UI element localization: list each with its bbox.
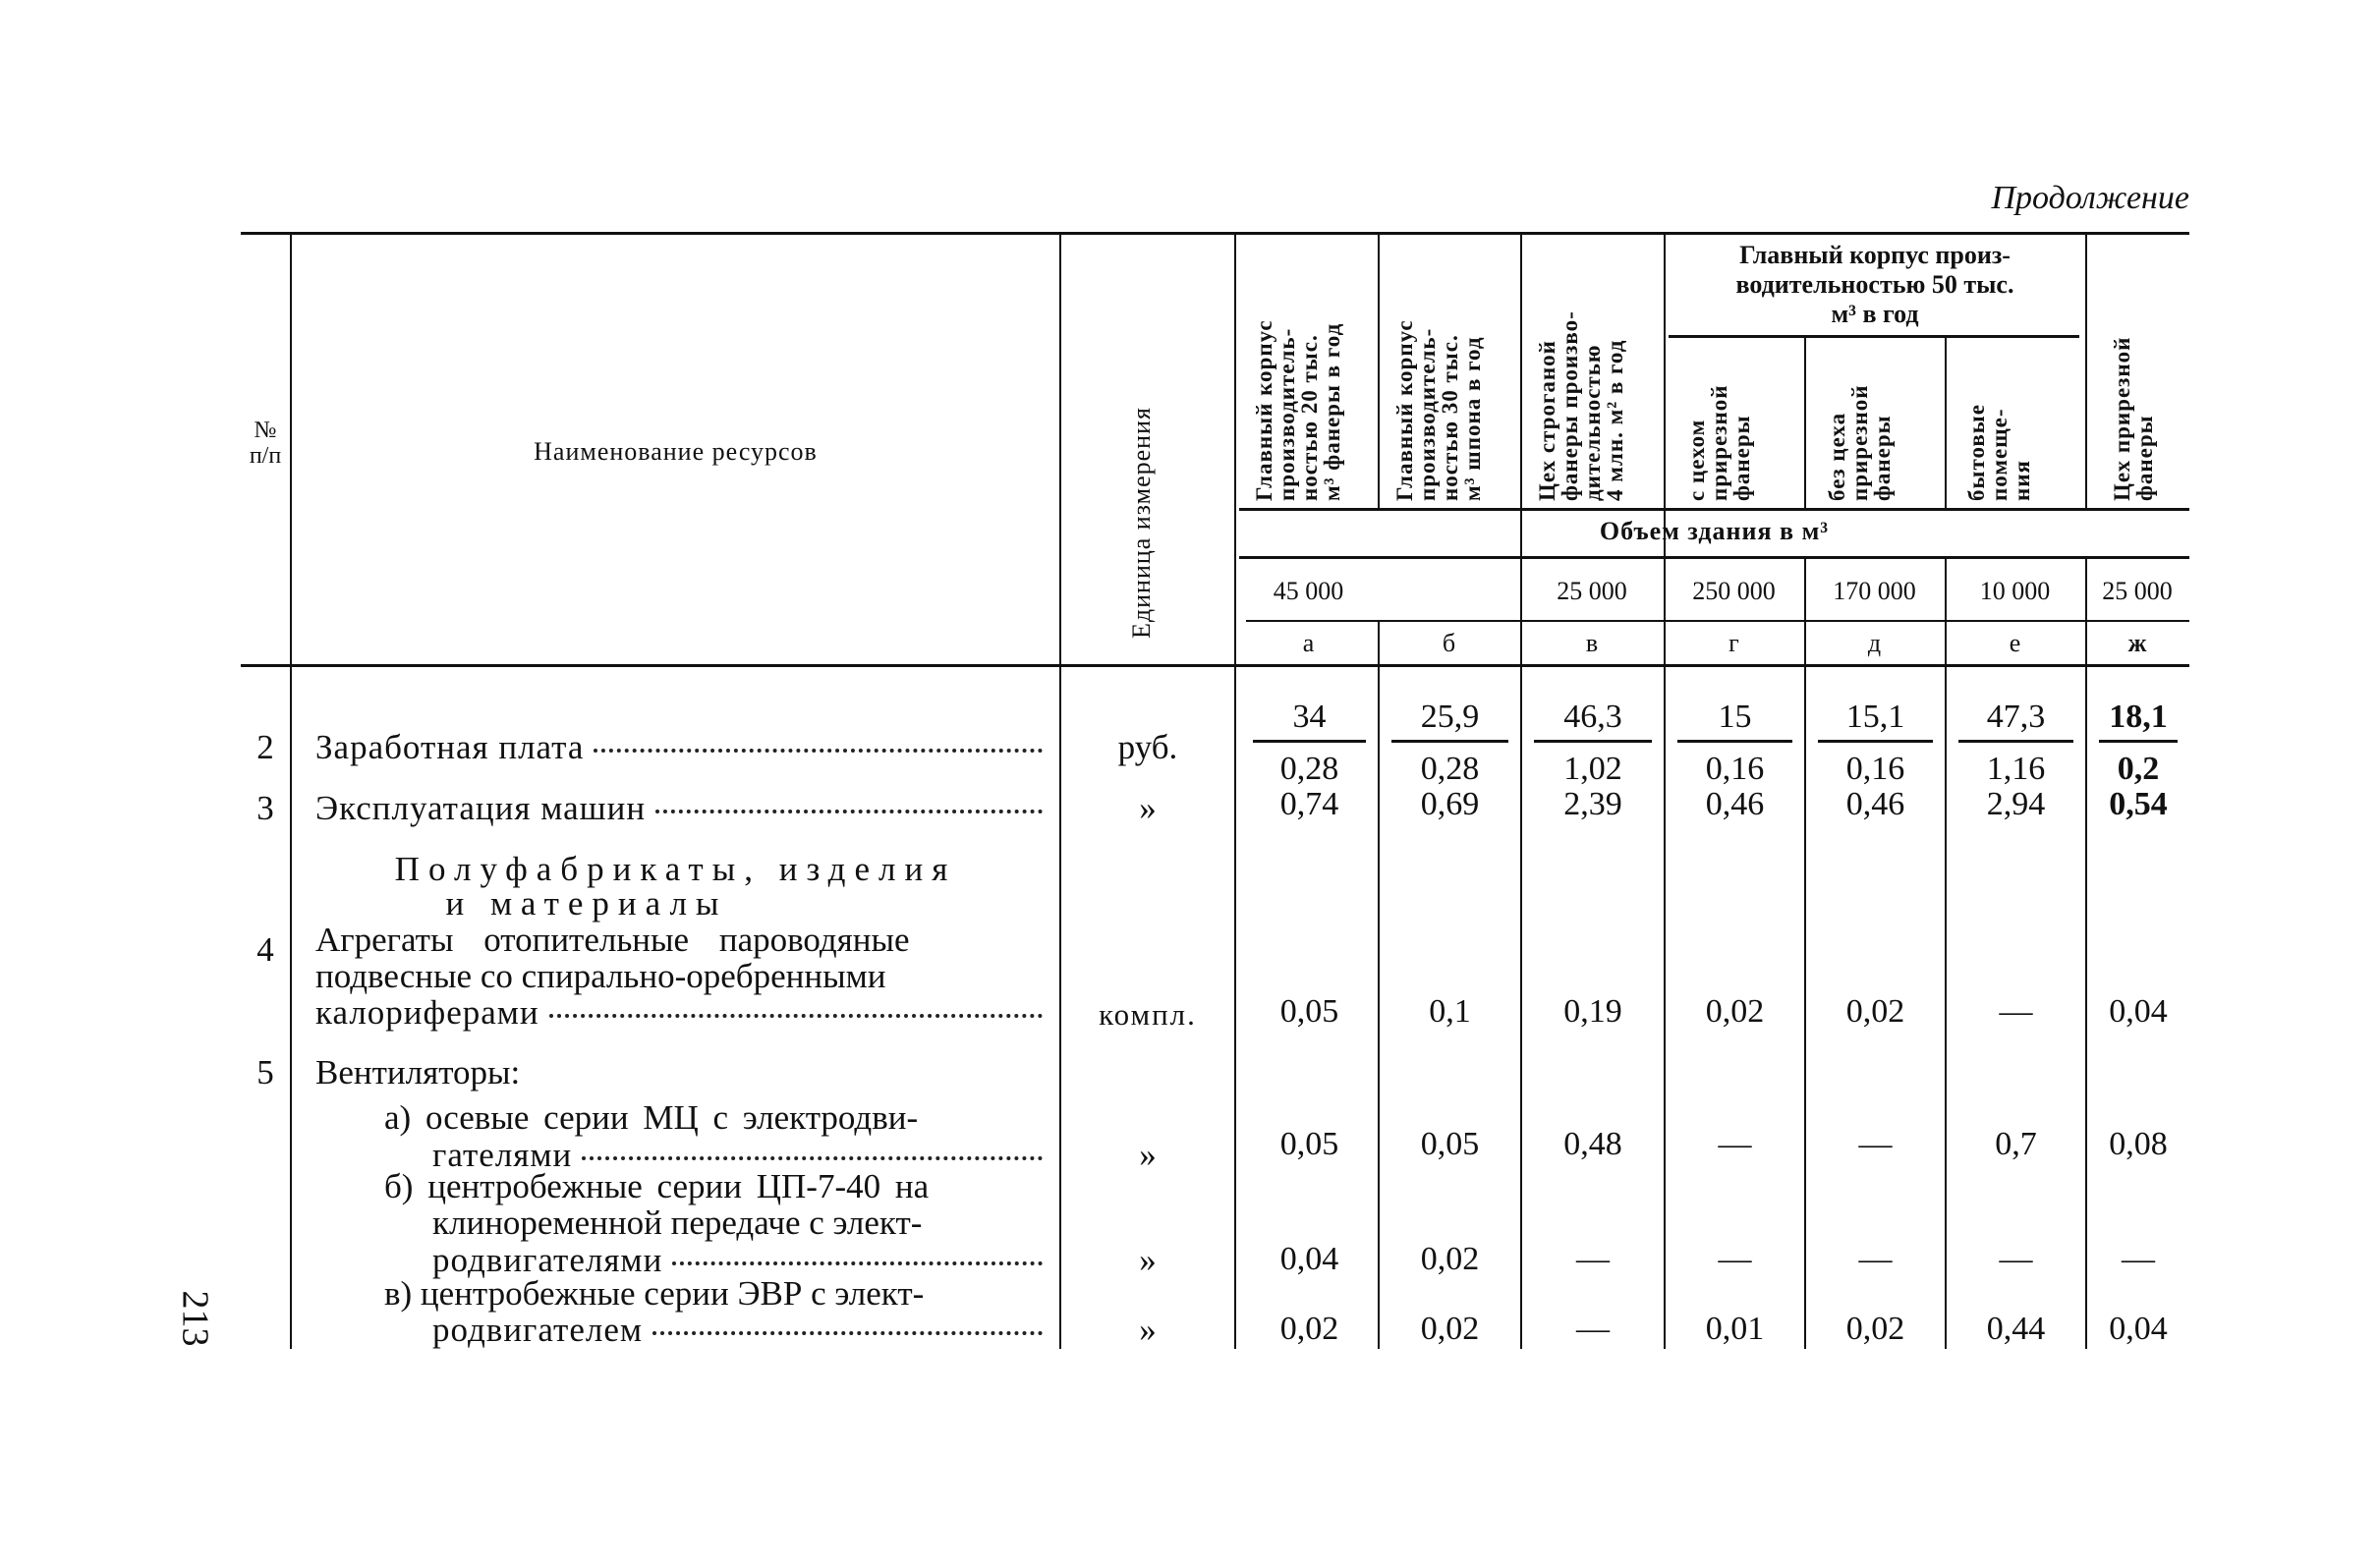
unit: »	[1139, 1241, 1157, 1279]
cell-value: 0,02	[1279, 1311, 1339, 1347]
letters-rule	[1246, 620, 2189, 622]
row-name: б) центробежные серии ЦП-7-40 на	[384, 1167, 930, 1205]
continuation-label: Продолжение	[1991, 180, 2189, 216]
unit: компл.	[1099, 997, 1197, 1032]
row-name	[315, 789, 1043, 828]
col-divider	[1945, 337, 1947, 509]
cell-value: 0,02	[1845, 1311, 1905, 1347]
row-name-text: гателями	[432, 1136, 573, 1174]
col-divider	[1378, 621, 1380, 1349]
top-rule	[241, 232, 2189, 235]
col-divider	[2085, 558, 2087, 1349]
cell-value: 2,94	[1986, 786, 2046, 822]
cell-value: 0,05	[1279, 993, 1339, 1030]
col-divider	[1520, 234, 1522, 1349]
volume-zh: 25 000	[2102, 577, 2173, 605]
header-col-zh: Цех прирезной фанеры	[2110, 336, 2157, 501]
header-col-a: Главный корпус производитель- ностью 20 тыс. м³ фанеры в год	[1252, 319, 1344, 501]
cell-value: —	[1718, 1241, 1752, 1277]
fraction-numerator: 47,3	[1958, 699, 2073, 743]
letter-g: г	[1728, 629, 1739, 657]
dot-leader	[549, 1014, 1043, 1018]
cell-value: —	[1858, 1241, 1893, 1277]
header-col-g: с цехом прирезной фанеры	[1684, 384, 1754, 501]
cell-value: 0,46	[1705, 786, 1765, 822]
unit: »	[1139, 789, 1157, 827]
col-divider	[1804, 337, 1806, 509]
dot-leader	[672, 1261, 1043, 1265]
row-name	[315, 993, 1043, 1033]
fraction-numerator: 15,1	[1818, 699, 1933, 743]
group-rule	[1669, 335, 2079, 338]
letter-d: д	[1867, 629, 1882, 657]
volume-e: 10 000	[1979, 577, 2051, 605]
header-number: № п/п	[249, 418, 282, 469]
header-resource-name: Наименование ресурсов	[534, 437, 818, 466]
cell-value: —	[1718, 1126, 1752, 1162]
cell-value: 0,05	[1420, 1126, 1480, 1162]
cell-value: 0,19	[1563, 993, 1622, 1030]
volume-a-b: 45 000	[1273, 577, 1344, 605]
cell-value: 0,2	[2117, 751, 2160, 787]
dot-leader	[655, 810, 1043, 813]
letter-zh: ж	[2127, 629, 2147, 657]
letter-a: а	[1302, 629, 1315, 657]
cell-value: 2,39	[1563, 786, 1622, 822]
row-name: клиноременной передаче с элект-	[432, 1203, 923, 1242]
cell-value: —	[1576, 1311, 1610, 1347]
cell-value: 0,46	[1845, 786, 1905, 822]
header-col-d: без цеха прирезной фанеры	[1825, 384, 1895, 501]
volume-g: 250 000	[1692, 577, 1776, 605]
fraction-numerator: 46,3	[1534, 699, 1652, 743]
fraction-numerator: 25,9	[1391, 699, 1508, 743]
cell-value: 1,02	[1563, 751, 1622, 787]
row-number: 3	[256, 789, 274, 827]
row-name-text: родвигателями	[432, 1241, 663, 1279]
cell-value: 0,16	[1705, 751, 1765, 787]
cell-value: 0,16	[1845, 751, 1905, 787]
letter-b: б	[1442, 629, 1456, 657]
row-name	[432, 1311, 1043, 1350]
volume-v: 25 000	[1557, 577, 1627, 605]
col-divider	[1945, 558, 1947, 1349]
header-unit: Единица измерения	[1127, 407, 1156, 639]
row-name: в) центробежные серии ЭВР с элект-	[384, 1274, 925, 1313]
cell-value: 0,44	[1986, 1311, 2046, 1347]
volume-d: 170 000	[1833, 577, 1916, 605]
row-name	[315, 728, 1043, 767]
header-bottom-rule	[241, 664, 2189, 667]
cell-value: 0,08	[2109, 1126, 2168, 1162]
volume-rule-bottom	[1239, 556, 2189, 559]
dot-leader	[594, 749, 1043, 753]
page-number: 213	[174, 1290, 216, 1347]
section-heading: и материалы	[445, 884, 728, 923]
cell-value: 0,1	[1429, 993, 1471, 1030]
col-divider	[1234, 234, 1236, 1349]
header-col-b: Главный корпус производитель- ностью 30 тыс. м³ шпона в год	[1392, 319, 1485, 501]
col-divider	[290, 234, 292, 1349]
row-number: 5	[256, 1053, 274, 1091]
cell-value: 0,7	[1995, 1126, 2037, 1162]
col-divider	[1804, 558, 1806, 1349]
dot-leader	[582, 1156, 1043, 1160]
cell-value: 1,16	[1986, 751, 2046, 787]
row-name-text: родвигателем	[432, 1311, 644, 1349]
cell-value: —	[1858, 1126, 1893, 1162]
fraction-numerator: 34	[1253, 699, 1366, 743]
cell-value: 0,02	[1705, 993, 1765, 1030]
cell-value: 0,48	[1563, 1126, 1622, 1162]
letter-v: в	[1585, 629, 1599, 657]
row-number: 4	[256, 930, 274, 969]
row-name-text: Заработная плата	[315, 728, 585, 766]
row-name: Агрегаты отопительные пароводяные	[315, 921, 910, 959]
col-divider	[2085, 234, 2087, 509]
row-number: 2	[256, 728, 274, 766]
cell-value: 0,74	[1279, 786, 1339, 822]
cell-value: 0,05	[1279, 1126, 1339, 1162]
cell-value: 0,04	[1279, 1241, 1339, 1277]
volume-rule-top	[1239, 508, 2189, 511]
cell-value: —	[1999, 1241, 2033, 1277]
cell-value: 0,28	[1420, 751, 1480, 787]
header-volume-label: Объем здания в м³	[1599, 517, 1830, 545]
col-divider	[1664, 234, 1666, 1349]
row-name-text: калориферами	[315, 993, 539, 1032]
cell-value: —	[2122, 1241, 2155, 1277]
cell-value: 0,69	[1420, 786, 1480, 822]
row-name-text: Эксплуатация машин	[315, 789, 647, 827]
row-name: а) осевые серии МЦ с электродви-	[384, 1098, 919, 1137]
cell-value: —	[1999, 993, 2033, 1030]
cell-value: 0,02	[1845, 993, 1905, 1030]
section-heading: Полуфабрикаты, изделия	[394, 850, 957, 888]
cell-value: 0,02	[1420, 1311, 1480, 1347]
fraction-numerator: 18,1	[2099, 699, 2178, 743]
col-divider	[1378, 234, 1380, 509]
header-group-50: Главный корпус произ- водительностью 50 тыс. м³ в год	[1735, 241, 2014, 328]
cell-value: 0,04	[2109, 993, 2168, 1030]
fraction-numerator: 15	[1677, 699, 1792, 743]
row-name: подвесные со спирально-оребренными	[315, 957, 886, 995]
cell-value: 0,28	[1279, 751, 1339, 787]
unit: руб.	[1117, 728, 1178, 766]
header-col-v: Цех строганой фанеры произво- дительностью 4 млн. м² в год	[1535, 310, 1627, 501]
unit: »	[1139, 1136, 1157, 1174]
row-name: Вентиляторы:	[315, 1053, 521, 1091]
letter-e: е	[2009, 629, 2021, 657]
header-col-e: бытовые помеще- ния	[1964, 404, 2034, 501]
cell-value: 0,02	[1420, 1241, 1480, 1277]
unit: »	[1139, 1311, 1157, 1349]
cell-value: 0,54	[2109, 786, 2168, 822]
cell-value: —	[1576, 1241, 1610, 1277]
cell-value: 0,01	[1705, 1311, 1765, 1347]
cell-value: 0,04	[2109, 1311, 2168, 1347]
dot-leader	[652, 1331, 1043, 1335]
